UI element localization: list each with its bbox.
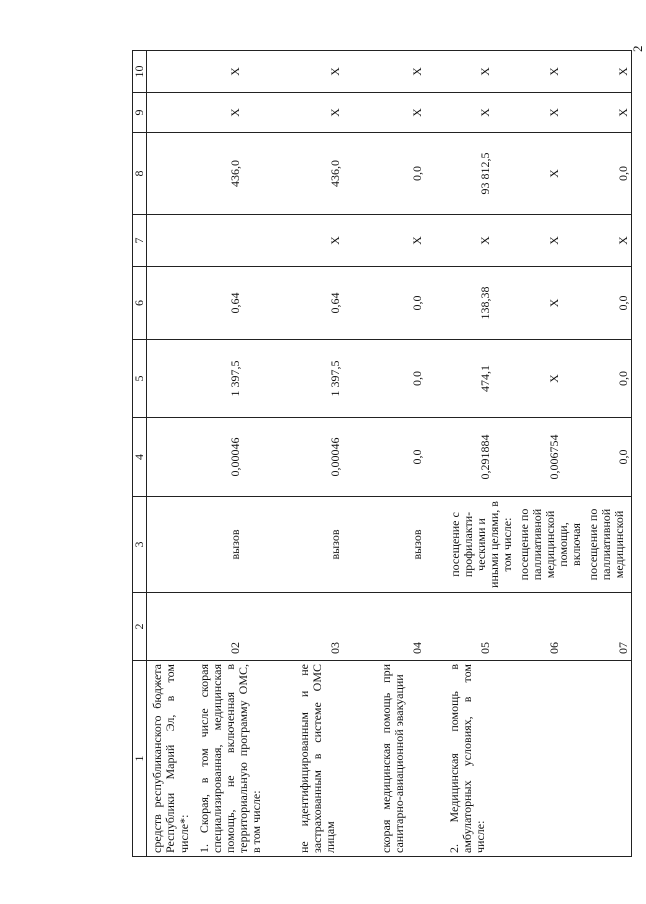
col-header: 5: [133, 340, 147, 418]
cell: Х: [516, 133, 585, 215]
rotated-table-sheet: [132, 51, 630, 857]
cell: Х: [585, 51, 632, 93]
cell: посещение по паллиативной медицинской: [585, 497, 632, 593]
cell: [197, 215, 297, 267]
cell: Х: [379, 51, 447, 93]
row-label: [585, 661, 632, 857]
col-header: 8: [133, 133, 147, 215]
cell: Х: [379, 93, 447, 133]
col-header: 6: [133, 267, 147, 340]
cell: 0,0: [379, 418, 447, 497]
row-code: 05: [447, 593, 516, 661]
table-row: [297, 51, 379, 857]
row-code: [147, 593, 197, 661]
cell: 0,0: [379, 340, 447, 418]
cell: Х: [516, 51, 585, 93]
data-table: [132, 50, 632, 857]
cell: вызов: [197, 497, 297, 593]
cell: Х: [585, 215, 632, 267]
cell: 0,00046: [197, 418, 297, 497]
cell: Х: [197, 51, 297, 93]
cell: Х: [585, 93, 632, 133]
cell: 1 397,5: [197, 340, 297, 418]
row-label: средств республиканского бюджета Республики Марий Эл, в том числе*:: [147, 661, 197, 857]
cell: [147, 497, 197, 593]
page-number: 2: [630, 45, 645, 52]
cell: 0,0: [379, 133, 447, 215]
cell: [147, 51, 197, 93]
cell: Х: [447, 51, 516, 93]
cell: 0,64: [297, 267, 379, 340]
cell: 0,00046: [297, 418, 379, 497]
cell: 93 812,5: [447, 133, 516, 215]
cell: вызов: [297, 497, 379, 593]
row-label: [516, 661, 585, 857]
cell: [147, 340, 197, 418]
cell: 0,0: [585, 340, 632, 418]
cell: посещение по паллиативной медицинской помощи, включая: [516, 497, 585, 593]
table-row: [585, 51, 632, 857]
col-header: 3: [133, 497, 147, 593]
cell: Х: [447, 215, 516, 267]
col-header: 1: [133, 661, 147, 857]
row-code: 07: [585, 593, 632, 661]
cell: Х: [516, 340, 585, 418]
cell: 0,0: [585, 267, 632, 340]
table-row: [147, 51, 197, 857]
cell: Х: [297, 215, 379, 267]
cell: [147, 215, 197, 267]
table-row: [197, 51, 297, 857]
row-code: 02: [197, 593, 297, 661]
cell: 1 397,5: [297, 340, 379, 418]
cell: посещение с профилакти-ческими и иными целями, в том числе:: [447, 497, 516, 593]
cell: 0,0: [585, 418, 632, 497]
cell: [147, 418, 197, 497]
row-label: скорая медицинская помощь при санитарно-авиационной эвакуации: [379, 661, 447, 857]
cell: Х: [516, 267, 585, 340]
cell: [147, 133, 197, 215]
cell: 0,006754: [516, 418, 585, 497]
row-code: 04: [379, 593, 447, 661]
cell: 436,0: [197, 133, 297, 215]
row-label: не идентифицированным и не застрахованным в системе ОМС лицам: [297, 661, 379, 857]
cell: Х: [379, 215, 447, 267]
row-code: 06: [516, 593, 585, 661]
cell: 474,1: [447, 340, 516, 418]
cell: Х: [197, 93, 297, 133]
cell: [147, 93, 197, 133]
table-row: [516, 51, 585, 857]
header-row: [133, 51, 147, 857]
row-label: 1. Скорая, в том числе скорая специализированная, медицинская помощь, не включенная в территориальную программу ОМС, в том числе:: [197, 661, 297, 857]
cell: 436,0: [297, 133, 379, 215]
table-row: [379, 51, 447, 857]
row-label: 2. Медицинская помощь в амбулаторных условиях, в том числе:: [447, 661, 516, 857]
cell: 0,64: [197, 267, 297, 340]
col-header: 4: [133, 418, 147, 497]
cell: Х: [516, 93, 585, 133]
col-header: 2: [133, 593, 147, 661]
cell: Х: [516, 215, 585, 267]
col-header: 7: [133, 215, 147, 267]
cell: 0,0: [379, 267, 447, 340]
cell: Х: [297, 51, 379, 93]
cell: Х: [297, 93, 379, 133]
cell: [147, 267, 197, 340]
cell: 0,0: [585, 133, 632, 215]
row-code: 03: [297, 593, 379, 661]
col-header: 10: [133, 51, 147, 93]
cell: 0,291884: [447, 418, 516, 497]
cell: Х: [447, 93, 516, 133]
cell: 138,38: [447, 267, 516, 340]
cell: вызов: [379, 497, 447, 593]
col-header: 9: [133, 93, 147, 133]
table-row: [447, 51, 516, 857]
